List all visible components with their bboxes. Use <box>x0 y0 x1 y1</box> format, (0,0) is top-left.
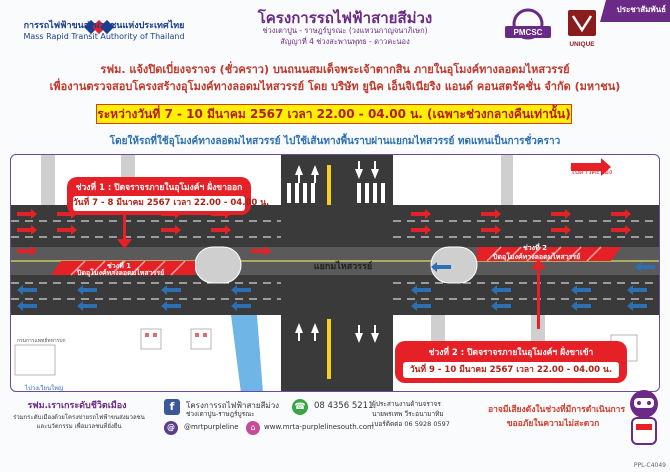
unique-logo-text: UNIQUE <box>569 41 595 48</box>
headline-1: รฟม. แจ้งปิดเบี่ยงจราจร (ชั่วคราว) บนถนนสมเด็จพระเจ้าตากสิน ภายในอุโมงค์ทางลอดมไหสวรรย์ <box>100 63 570 76</box>
phase2-title: ช่วงที่ 2 : ปิดจราจรภายในอุโมงค์ฯ ฝั่งขาเข้า <box>428 348 594 358</box>
zone2-label-a: ช่วงที่ 2 <box>523 244 548 252</box>
facebook-page-sub: ช่วงเตาปูน-ราษฎร์บูรณะ <box>186 410 255 418</box>
facebook-icon[interactable]: f <box>164 399 180 415</box>
building-label: กรมการแพทย์ทหารบก <box>17 338 66 344</box>
contact-role: ผู้ประสานงานด้านจราจร <box>372 400 441 408</box>
pmcsc-logo-icon <box>503 8 553 48</box>
zone1-label-b: ปิดอุโมงค์ทางลอดมไหสวรรย์ <box>77 269 165 277</box>
apology-line-2: ขออภัยในความไม่สะดวก <box>506 419 600 429</box>
zone1-label-a: ช่วงที่ 1 <box>107 262 132 270</box>
org-name-th: การรถไฟฟ้าขนส่งมวลชนแห่งประเทศไทย <box>23 21 185 31</box>
website-url[interactable]: www.mrta-purplelinesouth.com <box>264 423 374 431</box>
pmcsc-logo-text: PMCSC <box>513 28 543 37</box>
phase1-time: วันที่ 7 - 8 มีนาคม 2567 เวลา 22.00 - 04.00 น. <box>73 196 245 211</box>
unique-logo-icon <box>565 8 599 50</box>
zone2-label-b: ปิดอุโมงค์ทางลอดมไหสวรรย์ <box>493 253 581 261</box>
mascot-icon <box>622 386 666 456</box>
phase1-title: ช่วงที่ 1 : ปิดจราจรภายในอุโมงค์ฯ ฝั่งขาออก <box>75 183 243 193</box>
facebook-page-name[interactable]: โครงการรถไฟฟ้าสายสีม่วง <box>186 401 280 410</box>
footer-tagline-1: ร่วมกระดับเมืองด้วยโครงข่ายรถไฟฟ้าขนส่งมวลชน <box>13 414 145 421</box>
corner-tag-label: ประชาสัมพันธ์ <box>616 5 666 14</box>
date-banner: ระหว่างวันที่ 7 - 10 มีนาคม 2567 เวลา 22.00 - 04.00 น. (เฉพาะช่วงกลางคืนเท่านั้น) <box>96 104 572 124</box>
phone-icon: ☎ <box>292 399 308 415</box>
junction-label: แยกมไหสวรรย์ <box>313 262 373 272</box>
footer-slogan: รฟม.เราเกระดับชีวิตเมือง <box>27 401 127 411</box>
phase1-box <box>67 177 270 215</box>
twitter-handle[interactable]: @mrtpurpleline <box>184 423 239 431</box>
project-subtitle-1: ช่วงเตาปูน - ราษฎร์บูรณะ (วงแหวนกาญจนาภิเษก) <box>262 26 428 35</box>
to-origin-label: ไปวงเวียนใหญ่ <box>25 385 64 392</box>
contact-name: นายพรเทพ วีระอนามาทิม <box>372 410 444 418</box>
org-name-en: Mass Rapid Transit Authority of Thailand <box>23 32 185 41</box>
phase2-time: วันที่ 9 - 10 มีนาคม 2567 เวลา 22.00 - 04.00 น. <box>403 362 619 378</box>
phone-number[interactable]: 08 4356 5211 <box>314 401 374 411</box>
traffic-map <box>10 154 660 392</box>
headline-2: เพื่องานตรวจสอบโครงสร้างอุโมงค์ทางลอดมไหสวรรย์ โดย บริษัท ยูนิค เอ็นจิเนียริง แอนด์ คอนสตรัคชั่น จำกัด (มหาชน) <box>49 80 621 93</box>
document-code: PPL-C4049 <box>633 462 666 469</box>
web-icon[interactable]: ⌂ <box>246 421 260 435</box>
to-destination-label: ไปดาวคะนอง <box>571 168 613 176</box>
footer-tagline-2: และนวัตกรรม เพื่อมวลชนที่ยั่งยืน <box>36 423 122 430</box>
project-title: โครงการรถไฟฟ้าสายสีม่วง <box>257 9 433 27</box>
phase2-box <box>395 341 627 383</box>
apology-line-1: อาจมีเสียงดังในช่วงที่มีการดำเนินการ <box>488 405 626 415</box>
twitter-icon[interactable]: @ <box>164 421 178 435</box>
detour-note: โดยให้รถที่ใช้อุโมงค์ทางลอดมไหสวรรย์ ไปใช้เส้นทางพื้นราบผ่านแยกมไหสวรรย์ ทดแทนเป็นการชั่วคราว <box>109 136 561 147</box>
project-subtitle-2: สัญญาที่ 4 ช่วงสะพานพุทธ - ดาวคะนอง <box>280 37 410 46</box>
contact-phone[interactable]: เบอร์ติดต่อ 06 5928 0597 <box>372 420 450 428</box>
